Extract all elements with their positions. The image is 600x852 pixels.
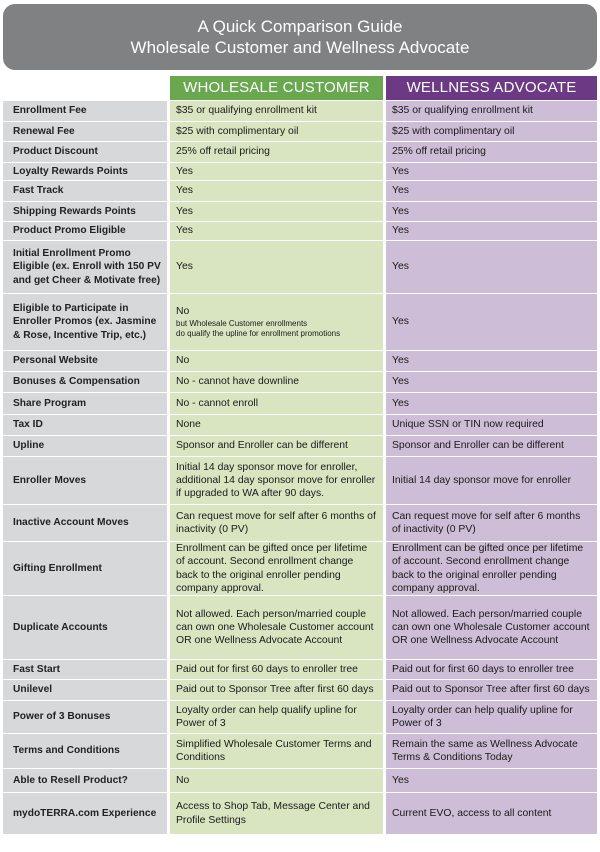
wholesale-enroller-promos-note-1: but Wholesale Customer enrollments [176, 318, 308, 328]
advocate-cell-unilevel: Paid out to Sponsor Tree after first 60 days [386, 680, 597, 701]
wholesale-enroller-promos-answer: No [176, 306, 190, 318]
row-label-bonuses-compensation: Bonuses & Compensation [3, 372, 170, 393]
row-label-terms-and-conditions: Terms and Conditions [3, 734, 170, 769]
title-line-2: Wholesale Customer and Wellness Advocate [130, 38, 470, 57]
row-label-duplicate-accounts: Duplicate Accounts [3, 596, 170, 660]
wholesale-cell-initial-enrollment-promo: Yes [170, 241, 386, 294]
wholesale-cell-product-discount: 25% off retail pricing [170, 142, 386, 163]
advocate-cell-shipping-rewards-points: Yes [386, 202, 597, 222]
wholesale-cell-share-program: No - cannot enroll [170, 393, 386, 415]
row-label-initial-enrollment-promo: Initial Enrollment Promo Eligible (ex. Enroll with 150 PV and get Cheer & Motivate free) [3, 241, 170, 294]
advocate-cell-terms-and-conditions: Remain the same as Wellness Advocate Terms & Conditions Today [386, 734, 597, 769]
wholesale-cell-upline: Sponsor and Enroller can be different [170, 436, 386, 457]
wholesale-cell-gifting-enrollment: Enrollment can be gifted once per lifetime of account. Second enrollment change back to the original enroller pending company approval. [170, 542, 386, 596]
header-blank-cell [3, 76, 170, 101]
row-label-shipping-rewards-points: Shipping Rewards Points [3, 202, 170, 222]
wholesale-cell-fast-start: Paid out for first 60 days to enroller tree [170, 660, 386, 680]
advocate-cell-share-program: Yes [386, 393, 597, 415]
row-label-able-to-resell: Able to Resell Product? [3, 769, 170, 793]
wholesale-cell-able-to-resell: No [170, 769, 386, 793]
wholesale-cell-enrollment-fee: $35 or qualifying enrollment kit [170, 101, 386, 122]
row-label-product-discount: Product Discount [3, 142, 170, 163]
comparison-table [3, 76, 597, 835]
advocate-cell-power-of-3-bonuses: Loyalty order can help qualify upline for Power of 3 [386, 701, 597, 734]
row-label-personal-website: Personal Website [3, 351, 170, 372]
row-label-enroller-promos: Eligible to Participate in Enroller Promos (ex. Jasmine & Rose, Incentive Trip, etc.) [3, 294, 170, 351]
wholesale-enroller-promos-note-2: do qualify the upline for enrollment promotions [176, 328, 341, 338]
advocate-cell-renewal-fee: $25 with complimentary oil [386, 122, 597, 142]
header-wellness-advocate: WELLNESS ADVOCATE [386, 76, 597, 101]
row-label-product-promo-eligible: Product Promo Eligible [3, 222, 170, 241]
row-label-share-program: Share Program [3, 393, 170, 415]
wholesale-cell-power-of-3-bonuses: Loyalty order can help qualify upline for Power of 3 [170, 701, 386, 734]
row-label-tax-id: Tax ID [3, 415, 170, 436]
row-label-enrollment-fee: Enrollment Fee [3, 101, 170, 122]
wholesale-cell-renewal-fee: $25 with complimentary oil [170, 122, 386, 142]
advocate-cell-inactive-account-moves: Can request move for self after 6 months of inactivity (0 PV) [386, 505, 597, 542]
wholesale-cell-mydoterra-experience: Access to Shop Tab, Message Center and Profile Settings [170, 793, 386, 835]
header-wholesale-customer: WHOLESALE CUSTOMER [170, 76, 386, 101]
row-label-renewal-fee: Renewal Fee [3, 122, 170, 142]
row-label-unilevel: Unilevel [3, 680, 170, 701]
advocate-cell-product-discount: 25% off retail pricing [386, 142, 597, 163]
row-label-fast-start: Fast Start [3, 660, 170, 680]
advocate-cell-enroller-promos: Yes [386, 294, 597, 351]
wholesale-cell-terms-and-conditions: Simplified Wholesale Customer Terms and Conditions [170, 734, 386, 769]
row-label-power-of-3-bonuses: Power of 3 Bonuses [3, 701, 170, 734]
wholesale-cell-inactive-account-moves: Can request move for self after 6 months of inactivity (0 PV) [170, 505, 386, 542]
advocate-cell-enroller-moves: Initial 14 day sponsor move for enroller [386, 457, 597, 505]
row-label-inactive-account-moves: Inactive Account Moves [3, 505, 170, 542]
row-label-upline: Upline [3, 436, 170, 457]
advocate-cell-product-promo-eligible: Yes [386, 222, 597, 241]
wholesale-cell-personal-website: No [170, 351, 386, 372]
advocate-cell-initial-enrollment-promo: Yes [386, 241, 597, 294]
advocate-cell-mydoterra-experience: Current EVO, access to all content [386, 793, 597, 835]
wholesale-cell-enroller-moves: Initial 14 day sponsor move for enroller, additional 14 day sponsor move for enroller if upgraded to WA after 90 days. [170, 457, 386, 505]
advocate-cell-bonuses-compensation: Yes [386, 372, 597, 393]
wholesale-cell-duplicate-accounts: Not allowed. Each person/married couple can own one Wholesale Customer account OR one Wellness Advocate Account [170, 596, 386, 660]
advocate-cell-enrollment-fee: $35 or qualifying enrollment kit [386, 101, 597, 122]
wholesale-cell-enroller-promos [170, 294, 386, 351]
advocate-cell-fast-start: Paid out for first 60 days to enroller tree [386, 660, 597, 680]
advocate-cell-duplicate-accounts: Not allowed. Each person/married couple can own one Wholesale Customer account OR one Wellness Advocate Account [386, 596, 597, 660]
wholesale-cell-fast-track: Yes [170, 181, 386, 202]
wholesale-cell-bonuses-compensation: No - cannot have downline [170, 372, 386, 393]
advocate-cell-gifting-enrollment: Enrollment can be gifted once per lifetime of account. Second enrollment change back to the original enroller pending company approval. [386, 542, 597, 596]
row-label-gifting-enrollment: Gifting Enrollment [3, 542, 170, 596]
row-label-mydoterra-experience: mydoTERRA.com Experience [3, 793, 170, 835]
advocate-cell-personal-website: Yes [386, 351, 597, 372]
advocate-cell-upline: Sponsor and Enroller can be different [386, 436, 597, 457]
title-banner [3, 4, 597, 70]
row-label-enroller-moves: Enroller Moves [3, 457, 170, 505]
advocate-cell-loyalty-rewards-points: Yes [386, 163, 597, 181]
wholesale-cell-unilevel: Paid out to Sponsor Tree after first 60 days [170, 680, 386, 701]
wholesale-cell-loyalty-rewards-points: Yes [170, 163, 386, 181]
advocate-cell-able-to-resell: Yes [386, 769, 597, 793]
wholesale-cell-product-promo-eligible: Yes [170, 222, 386, 241]
wholesale-cell-shipping-rewards-points: Yes [170, 202, 386, 222]
title-line-1: A Quick Comparison Guide [197, 17, 403, 36]
advocate-cell-tax-id: Unique SSN or TIN now required [386, 415, 597, 436]
wholesale-cell-tax-id: None [170, 415, 386, 436]
row-label-loyalty-rewards-points: Loyalty Rewards Points [3, 163, 170, 181]
row-label-fast-track: Fast Track [3, 181, 170, 202]
advocate-cell-fast-track: Yes [386, 181, 597, 202]
